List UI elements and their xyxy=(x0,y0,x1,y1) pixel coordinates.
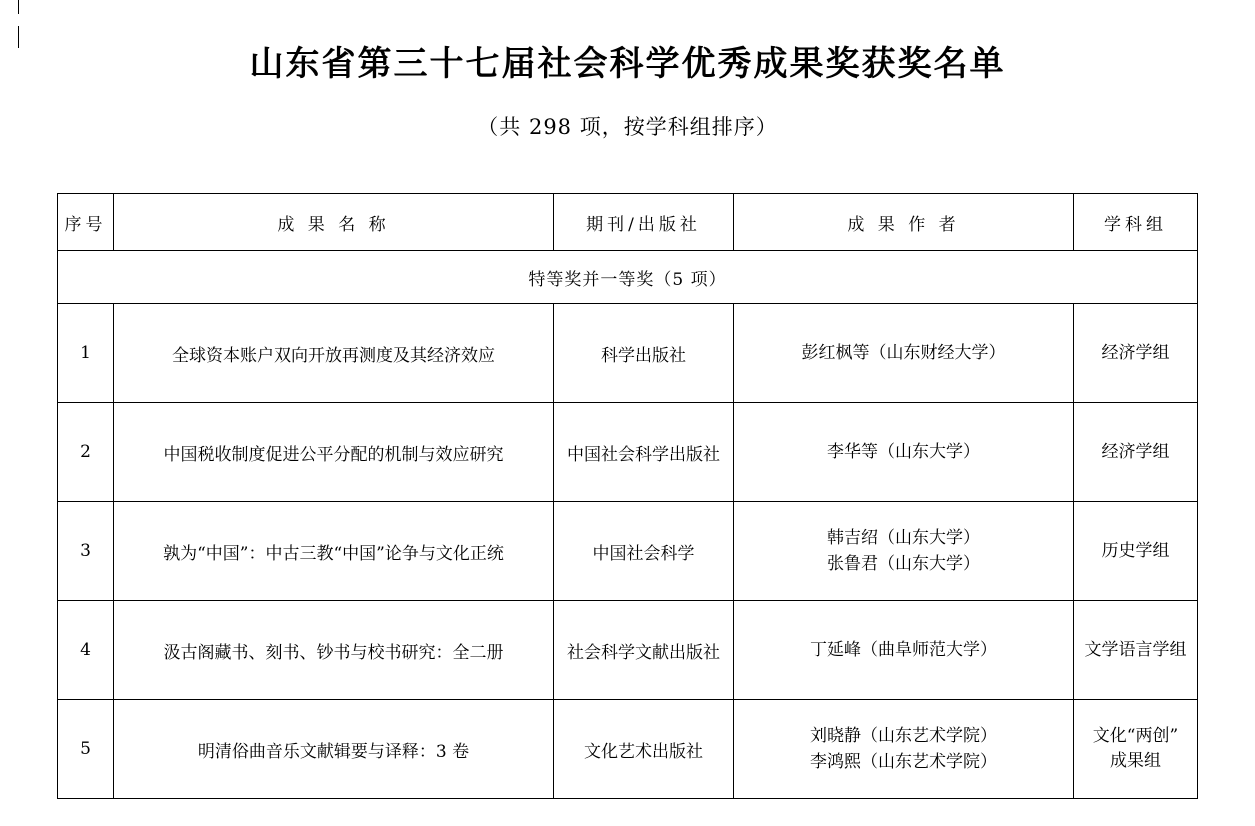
cell-discipline xyxy=(1074,304,1198,403)
cell-authors xyxy=(734,403,1074,502)
cell-publisher: 社会科学文献出版社 xyxy=(554,601,734,700)
table-header xyxy=(58,194,1198,251)
author-line: 韩吉绍（山东大学） xyxy=(827,527,980,548)
cell-title: 孰为“中国”：中古三教“中国”论争与文化正统 xyxy=(114,502,554,601)
cell-authors xyxy=(734,502,1074,601)
cell-publisher: 中国社会科学出版社 xyxy=(554,403,734,502)
cell-title: 全球资本账户双向开放再测度及其经济效应 xyxy=(114,304,554,403)
cell-no: 1 xyxy=(58,304,114,403)
column-header-discipline: 学科组 xyxy=(1074,194,1198,251)
column-header-no: 序号 xyxy=(58,194,114,251)
table-section-row xyxy=(58,251,1198,304)
discipline-line: 成果组 xyxy=(1110,751,1161,771)
author-line: 张鲁君（山东大学） xyxy=(827,554,980,574)
discipline-line: 文化“两创” xyxy=(1092,726,1179,747)
column-header-publisher: 期刊/出版社 xyxy=(554,194,734,251)
table-row xyxy=(58,304,1198,403)
margin-mark-icon xyxy=(18,26,19,48)
section-label: 特等奖并一等奖（5 项） xyxy=(58,251,1198,304)
cell-discipline xyxy=(1074,403,1198,502)
cell-authors xyxy=(734,700,1074,799)
award-list-table xyxy=(57,193,1198,799)
cell-authors xyxy=(734,304,1074,403)
cell-discipline xyxy=(1074,700,1198,799)
table-row xyxy=(58,403,1198,502)
author-line: 李鸿熙（山东艺术学院） xyxy=(810,752,997,772)
page-title: 山东省第三十七届社会科学优秀成果奖获奖名单 xyxy=(249,44,1006,84)
cell-authors xyxy=(734,601,1074,700)
cell-title: 中国税收制度促进公平分配的机制与效应研究 xyxy=(114,403,554,502)
cell-publisher: 科学出版社 xyxy=(554,304,734,403)
author-line: 彭红枫等（山东财经大学） xyxy=(801,342,1006,363)
cell-publisher: 中国社会科学 xyxy=(554,502,734,601)
table-body xyxy=(58,251,1198,799)
cell-no: 2 xyxy=(58,403,114,502)
author-line: 李华等（山东大学） xyxy=(827,441,980,462)
author-line: 丁延峰（曲阜师范大学） xyxy=(810,639,997,660)
column-header-title: 成 果 名 称 xyxy=(114,194,554,251)
cell-discipline xyxy=(1074,502,1198,601)
discipline-line: 文学语言学组 xyxy=(1084,639,1187,660)
author-line: 刘晓静（山东艺术学院） xyxy=(810,725,997,746)
cell-title: 明清俗曲音乐文献辑要与译释：3 卷 xyxy=(114,700,554,799)
discipline-line: 经济学组 xyxy=(1101,342,1170,363)
cell-title: 汲古阁藏书、刻书、钞书与校书研究：全二册 xyxy=(114,601,554,700)
table-row xyxy=(58,700,1198,799)
cell-publisher: 文化艺术出版社 xyxy=(554,700,734,799)
discipline-line: 历史学组 xyxy=(1101,540,1170,561)
column-header-authors: 成 果 作 者 xyxy=(734,194,1074,251)
cell-no: 5 xyxy=(58,700,114,799)
table-row xyxy=(58,601,1198,700)
cell-no: 3 xyxy=(58,502,114,601)
cell-no: 4 xyxy=(58,601,114,700)
table-row xyxy=(58,502,1198,601)
table-header-row xyxy=(58,194,1198,251)
margin-mark-icon xyxy=(18,0,19,14)
page-subtitle: （共 298 项，按学科组排序） xyxy=(477,115,778,139)
cell-discipline xyxy=(1074,601,1198,700)
discipline-line: 经济学组 xyxy=(1101,441,1170,462)
